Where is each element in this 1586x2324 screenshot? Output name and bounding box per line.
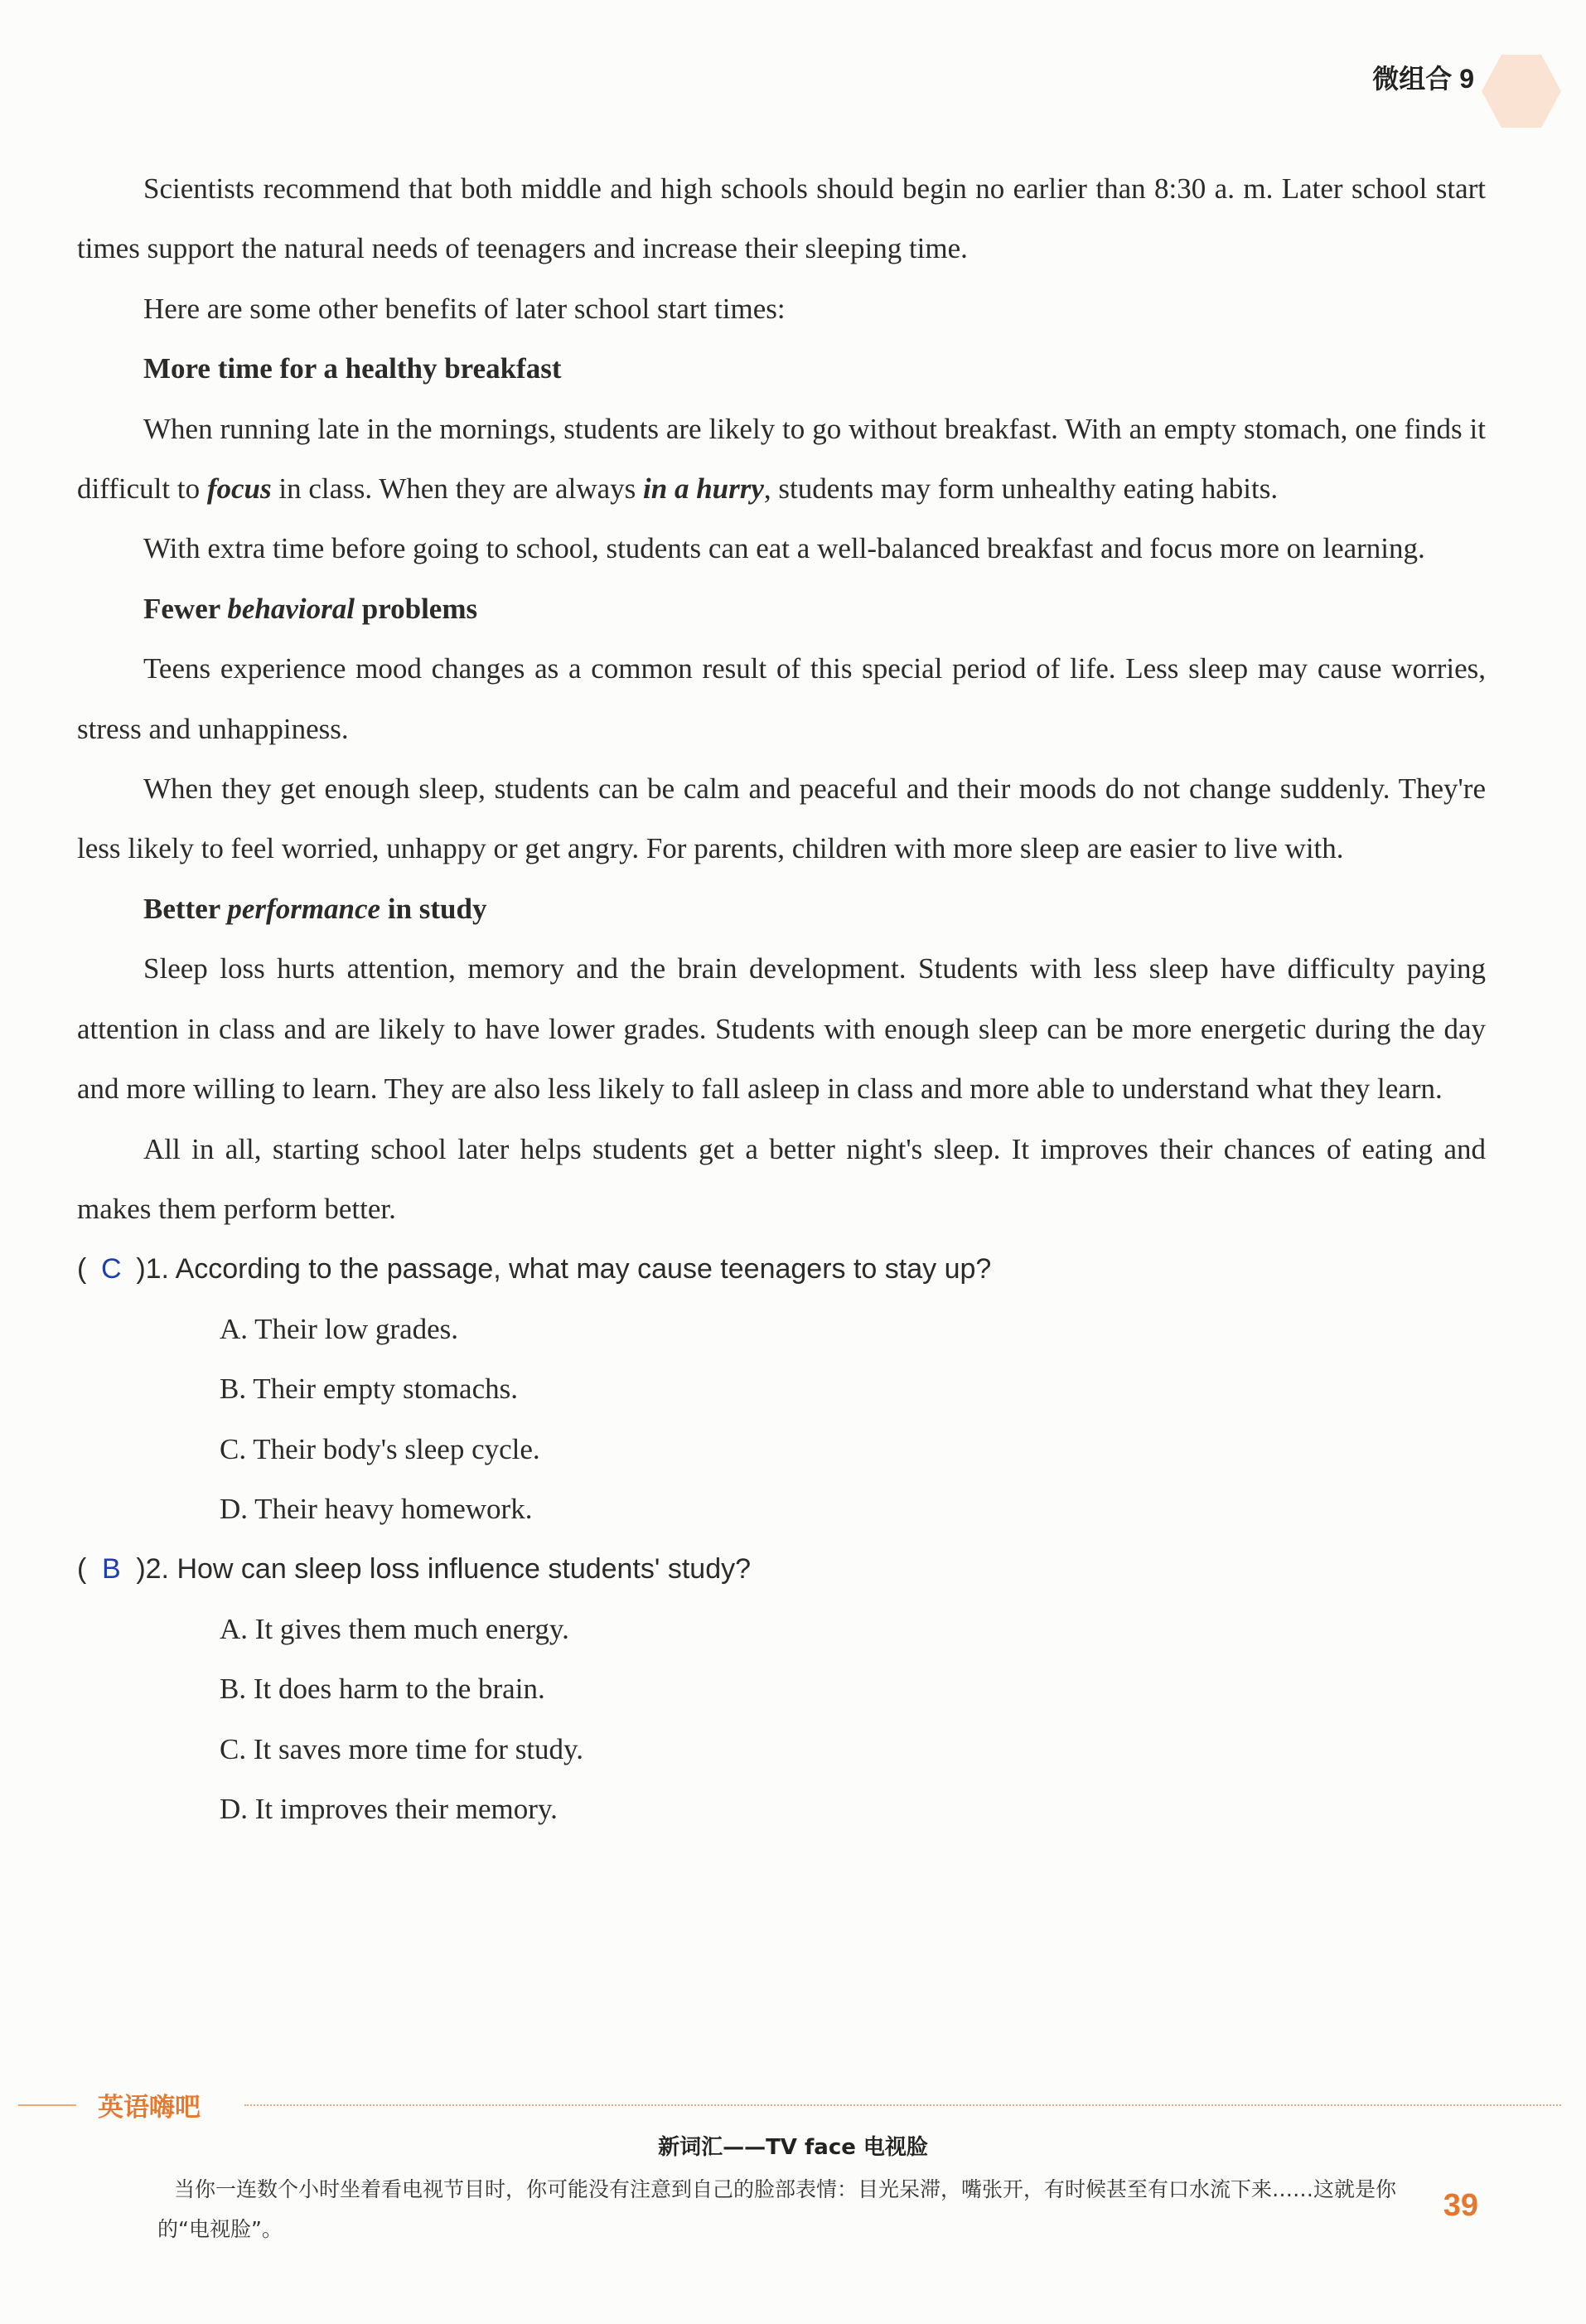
text-segment: in study — [380, 892, 487, 925]
option-1d: D. Their heavy homework. — [220, 1492, 533, 1525]
subheading-breakfast: More time for a healthy breakfast — [143, 352, 562, 385]
paragraph-3 — [77, 399, 1486, 520]
paragraph-2: Here are some other benefits of later school start times: — [143, 292, 786, 325]
question-1 — [77, 1239, 1486, 1299]
footer-divider-left — [18, 2104, 76, 2106]
paren: ( — [77, 1253, 87, 1285]
footer-section-title: 英语嗨吧 — [98, 2093, 201, 2123]
option-1c: C. Their body's sleep cycle. — [220, 1432, 540, 1465]
question-text: How can sleep loss influence students' study? — [176, 1553, 752, 1586]
section-label: 微组合 9 — [1372, 64, 1474, 94]
text-segment: , students may form unhealthy eating habits. — [763, 472, 1279, 506]
paragraph-8: All in all, starting school later helps students get a better night's sleep. It improves their chances of eating and makes them perform better. — [77, 1132, 1486, 1225]
hexagon-decoration — [1482, 51, 1561, 131]
text-segment: Fewer — [143, 592, 228, 625]
text-segment: Better — [143, 892, 228, 925]
vocab-text: 当你一连数个小时坐着看电视节目时，你可能没有注意到自己的脸部表情：目光呆滞，嘴张开，有时候甚至有口水流下来……这就是你的“电视脸”。 — [157, 2177, 1397, 2241]
paren: ( — [77, 1553, 87, 1586]
paragraph-6: When they get enough sleep, students can be calm and peaceful and their moods do not change suddenly. They're less likely to feel worried, unhappy or get angry. For parents, children with more sleep are easier to live with. — [77, 772, 1486, 865]
option-2b: B. It does harm to the brain. — [220, 1673, 545, 1706]
question-2 — [77, 1539, 1486, 1599]
passage — [77, 159, 1486, 1839]
option-2c: C. It saves more time for study. — [220, 1732, 584, 1765]
text-segment: When running late in the mornings, students are likely to go without breakfast. With an empty stomach, one finds it difficult to — [77, 412, 1486, 506]
paragraph-4: With extra time before going to school, students can eat a well-balanced breakfast and focus more on learning. — [143, 532, 1425, 565]
subheading-performance — [77, 879, 1486, 939]
answer-2: B — [101, 1553, 121, 1586]
keyword-in-a-hurry: in a hurry — [643, 472, 764, 506]
text-segment: problems — [355, 592, 478, 625]
question-number: )2. — [136, 1553, 170, 1586]
keyword-performance: performance — [227, 892, 381, 925]
option-2a: A. It gives them much energy. — [220, 1612, 569, 1645]
vocab-title: 新词汇——TV face 电视脸 — [658, 2135, 928, 2160]
answer-1: C — [101, 1253, 122, 1285]
paragraph-7: Sleep loss hurts attention, memory and the brain development. Students with less sleep have difficulty paying attention in class and are likely to have lower grades. Students with enough sleep can be more energetic during the day and more willing to learn. They are also less likely to fall asleep in class and more able to understand what they learn. — [77, 952, 1486, 1106]
subheading-behavior — [77, 579, 1486, 639]
paragraph-1: Scientists recommend that both middle and high schools should begin no earlier than 8:30 a. m. Later school start times support the natural needs of teenagers and increase their sleeping time. — [77, 172, 1486, 265]
page-number: 39 — [1443, 2188, 1478, 2223]
question-text: According to the passage, what may cause teenagers to stay up? — [175, 1253, 992, 1285]
option-2d: D. It improves their memory. — [220, 1792, 558, 1825]
option-1b: B. Their empty stomachs. — [220, 1373, 518, 1406]
question-number: )1. — [136, 1253, 170, 1285]
paragraph-5: Teens experience mood changes as a common result of this special period of life. Less sleep may cause worries, stress and unhappiness. — [77, 652, 1486, 745]
option-1a: A. Their low grades. — [220, 1312, 459, 1345]
footer-divider-right — [244, 2104, 1561, 2106]
keyword-focus: focus — [206, 472, 272, 506]
keyword-behavioral: behavioral — [227, 592, 355, 625]
text-segment: in class. When they are always — [271, 472, 643, 506]
